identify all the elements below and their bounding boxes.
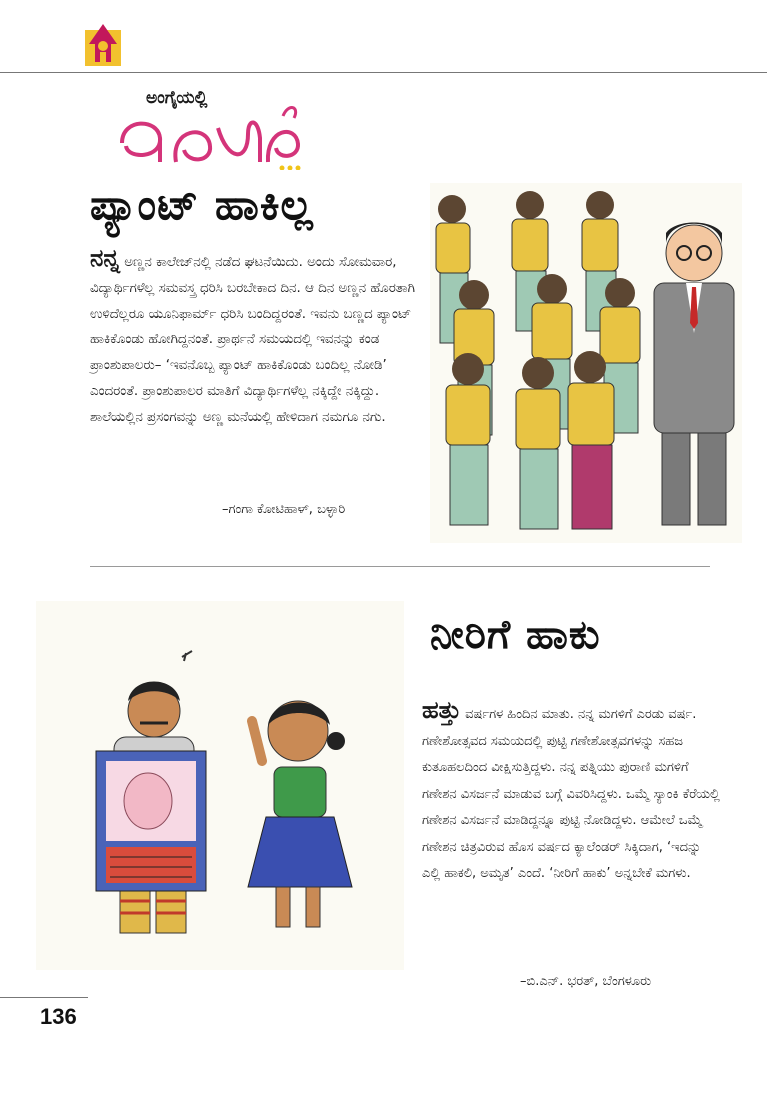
story2-dropcap: ಹತ್ತು [422, 696, 462, 724]
story2-byline: –ಬಿ.ಎನ್. ಭರತ್, ಬೆಂಗಳೂರು [520, 974, 652, 989]
story1-byline: –ಗಂಗಾ ಕೋಟಿಹಾಳ್, ಬಳ್ಳಾರಿ [222, 502, 346, 517]
calendar-illustration [96, 751, 206, 891]
footer-divider [0, 997, 88, 998]
story1-dropcap: ನನ್ನ [90, 244, 120, 272]
page-number: 136 [40, 1004, 77, 1029]
story1-title: ಪ್ಯಾಂಟ್ ಹಾಕಿಲ್ಲ [90, 180, 314, 229]
column-logo [118, 88, 308, 170]
story1-body [90, 244, 420, 431]
column-logo-small-text: ಅಂಗೈಯಲ್ಲಿ [146, 88, 208, 108]
students-principal-cartoon [430, 183, 742, 543]
story-divider [90, 566, 710, 567]
story2-body [422, 696, 722, 888]
story1-text: ಅಣ್ಣನ ಕಾಲೇಜ್‌ನಲ್ಲಿ ನಡೆದ ಘಟನೆಯಿದು. ಅಂದು ಸೋಮವಾರ, ವಿದ್ಯಾರ್ಥಿಗಳೆಲ್ಲ ಸಮವಸ್ತ್ರ ಧರಿಸಿ ಬರಬೇಕಾದ ದಿನ. ಆ ದಿನ ಅಣ್ಣನ ಹೊರತಾಗಿ ಉಳಿದೆಲ್ಲರೂ ಯೂನಿಫಾರ್ಮ್ ಧರಿಸಿ ಬಂದಿದ್ದರಂತೆ. ಇವನು ಬಣ್ಣದ ಪ್ಯಾಂಟ್ ಹಾಕಿಕೊಂಡು ಹೋಗಿದ್ದನಂತೆ. ಪ್ರಾರ್ಥನೆ ಸಮಯದಲ್ಲಿ ಇವನನ್ನು ಕಂಡ ಪ್ರಾಂಶುಪಾಲರು– ‘ಇವನೊಬ್ಬ ಪ್ಯಾಂಟ್ ಹಾಕಿಕೊಂಡು ಬಂದಿಲ್ಲ ನೋಡಿ’ ಎಂದರಂತೆ. ಪ್ರಾಂಶುಪಾಲರ ಮಾತಿಗೆ ವಿದ್ಯಾರ್ಥಿಗಳೆಲ್ಲ ನಕ್ಕಿದ್ದೇ ನಕ್ಕಿದ್ದು. ಶಾಲೆಯಲ್ಲಿನ ಪ್ರಸಂಗವನ್ನು ಅಣ್ಣ ಮನೆಯಲ್ಲಿ ಹೇಳಿದಾಗ ನಮಗೂ ನಗು. [90, 255, 415, 425]
story2-text: ವರ್ಷಗಳ ಹಿಂದಿನ ಮಾತು. ನನ್ನ ಮಗಳಿಗೆ ಎರಡು ವರ್ಷ. ಗಣೇಶೋತ್ಸವದ ಸಮಯದಲ್ಲಿ ಪುಟ್ಟಿ ಗಣೇಶೋತ್ಸವಗಳನ್ನು ಸಹಜ ಕುತೂಹಲದಿಂದ ವೀಕ್ಷಿಸುತ್ತಿದ್ದಳು. ನನ್ನ ಪತ್ನಿಯು ಪುರಾಣಿ ಮಗಳಿಗೆ ಗಣೇಶನ ವಿಸರ್ಜನೆ ಮಾಡುವ ಬಗ್ಗೆ ವಿವರಿಸಿದ್ದಳು. ಒಮ್ಮೆ ಸ್ಯಾಂಕಿ ಕೆರೆಯಲ್ಲಿ ಗಣೇಶನ ವಿಸರ್ಜನೆ ಮಾಡಿದ್ದನ್ನೂ ಪುಟ್ಟಿ ನೋಡಿದ್ದಳು. ಆಮೇಲೆ ಒಮ್ಮೆ ಗಣೇಶನ ಚಿತ್ರವಿರುವ ಹೊಸ ವರ್ಷದ ಕ್ಯಾಲೆಂಡರ್ ಸಿಕ್ಕಿದಾಗ, ‘ಇದನ್ನು ಎಲ್ಲಿ ಹಾಕಲಿ, ಅಮೃತ’ ಎಂದೆ. ‘ನೀರಿಗೆ ಹಾಕು’ ಅನ್ನಬೇಕೆ ಮಗಳು. [422, 707, 720, 881]
story2-title: ನೀರಿಗೆ ಹಾಕು [430, 612, 601, 658]
header-divider [0, 72, 767, 73]
father-daughter-cartoon [36, 601, 404, 970]
magazine-emblem-icon [85, 22, 121, 66]
